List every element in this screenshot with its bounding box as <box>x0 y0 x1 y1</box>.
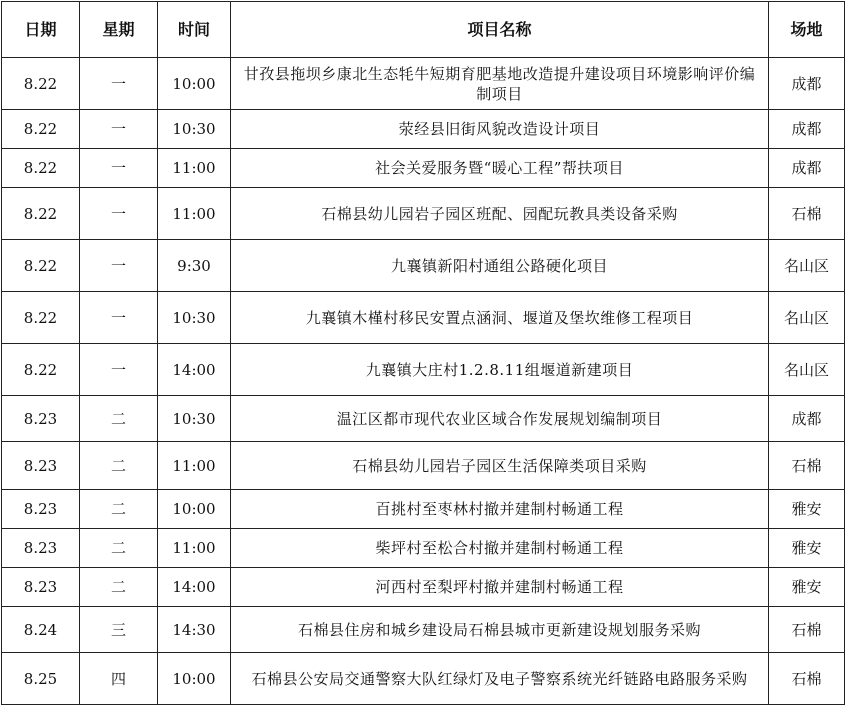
header-date: 日期 <box>2 2 80 58</box>
cell-venue: 石棉 <box>769 653 845 705</box>
cell-venue: 石棉 <box>769 188 845 240</box>
cell-date: 8.23 <box>2 396 80 442</box>
cell-venue: 成都 <box>769 396 845 442</box>
cell-time: 10:00 <box>158 653 231 705</box>
cell-date: 8.23 <box>2 442 80 490</box>
table-row <box>2 396 845 442</box>
cell-date: 8.22 <box>2 58 80 110</box>
cell-project-name: 河西村至梨坪村撤并建制村畅通工程 <box>231 568 769 607</box>
cell-time: 11:00 <box>158 442 231 490</box>
table-row <box>2 58 845 110</box>
cell-time: 14:00 <box>158 568 231 607</box>
cell-weekday: 一 <box>80 58 158 110</box>
cell-venue: 石棉 <box>769 607 845 653</box>
cell-project-name: 温江区都市现代农业区域合作发展规划编制项目 <box>231 396 769 442</box>
cell-time: 10:30 <box>158 110 231 149</box>
cell-date: 8.22 <box>2 292 80 344</box>
cell-date: 8.22 <box>2 344 80 396</box>
cell-weekday: 一 <box>80 188 158 240</box>
cell-time: 9:30 <box>158 240 231 292</box>
table-row <box>2 529 845 568</box>
cell-project-name: 九襄镇木槿村移民安置点涵洞、堰道及堡坎维修工程项目 <box>231 292 769 344</box>
cell-venue: 名山区 <box>769 240 845 292</box>
cell-project-name: 九襄镇大庄村1.2.8.11组堰道新建项目 <box>231 344 769 396</box>
cell-project-name: 社会关爱服务暨“暖心工程”帮扶项目 <box>231 149 769 188</box>
cell-date: 8.25 <box>2 653 80 705</box>
table-row <box>2 344 845 396</box>
cell-weekday: 一 <box>80 149 158 188</box>
table-row <box>2 188 845 240</box>
cell-venue: 成都 <box>769 58 845 110</box>
cell-project-name: 石棉县住房和城乡建设局石棉县城市更新建设规划服务采购 <box>231 607 769 653</box>
cell-weekday: 二 <box>80 442 158 490</box>
cell-weekday: 二 <box>80 490 158 529</box>
cell-date: 8.23 <box>2 529 80 568</box>
cell-project-name: 石棉县公安局交通警察大队红绿灯及电子警察系统光纤链路电路服务采购 <box>231 653 769 705</box>
cell-venue: 名山区 <box>769 344 845 396</box>
table-row <box>2 653 845 705</box>
cell-weekday: 二 <box>80 529 158 568</box>
cell-venue: 雅安 <box>769 568 845 607</box>
table-row <box>2 490 845 529</box>
cell-venue: 雅安 <box>769 490 845 529</box>
cell-weekday: 一 <box>80 344 158 396</box>
cell-weekday: 一 <box>80 110 158 149</box>
header-venue: 场地 <box>769 2 845 58</box>
cell-project-name: 石棉县幼儿园岩子园区生活保障类项目采购 <box>231 442 769 490</box>
cell-project-name: 九襄镇新阳村通组公路硬化项目 <box>231 240 769 292</box>
table-row <box>2 568 845 607</box>
table-row <box>2 292 845 344</box>
cell-project-name: 柴坪村至松合村撤并建制村畅通工程 <box>231 529 769 568</box>
cell-project-name: 百挑村至枣林村撤并建制村畅通工程 <box>231 490 769 529</box>
cell-time: 10:30 <box>158 292 231 344</box>
schedule-table <box>1 1 845 705</box>
cell-date: 8.22 <box>2 149 80 188</box>
cell-time: 10:30 <box>158 396 231 442</box>
cell-date: 8.22 <box>2 188 80 240</box>
table-row <box>2 442 845 490</box>
cell-venue: 成都 <box>769 149 845 188</box>
cell-project-name: 荥经县旧街风貌改造设计项目 <box>231 110 769 149</box>
table-row <box>2 110 845 149</box>
cell-weekday: 一 <box>80 292 158 344</box>
cell-time: 10:00 <box>158 490 231 529</box>
cell-venue: 成都 <box>769 110 845 149</box>
cell-time: 11:00 <box>158 149 231 188</box>
cell-time: 11:00 <box>158 188 231 240</box>
cell-project-name: 甘孜县拖坝乡康北生态牦牛短期育肥基地改造提升建设项目环境影响评价编制项目 <box>231 58 769 110</box>
cell-weekday: 一 <box>80 240 158 292</box>
cell-weekday: 二 <box>80 568 158 607</box>
table-row <box>2 149 845 188</box>
cell-time: 14:30 <box>158 607 231 653</box>
cell-weekday: 四 <box>80 653 158 705</box>
cell-weekday: 三 <box>80 607 158 653</box>
cell-date: 8.23 <box>2 568 80 607</box>
header-weekday: 星期 <box>80 2 158 58</box>
header-row <box>2 2 845 58</box>
cell-project-name: 石棉县幼儿园岩子园区班配、园配玩教具类设备采购 <box>231 188 769 240</box>
cell-date: 8.22 <box>2 240 80 292</box>
table-row <box>2 607 845 653</box>
cell-venue: 石棉 <box>769 442 845 490</box>
cell-time: 11:00 <box>158 529 231 568</box>
cell-venue: 名山区 <box>769 292 845 344</box>
cell-time: 10:00 <box>158 58 231 110</box>
table-row <box>2 240 845 292</box>
cell-weekday: 二 <box>80 396 158 442</box>
cell-time: 14:00 <box>158 344 231 396</box>
header-project-name: 项目名称 <box>231 2 769 58</box>
cell-date: 8.22 <box>2 110 80 149</box>
cell-venue: 雅安 <box>769 529 845 568</box>
cell-date: 8.23 <box>2 490 80 529</box>
cell-date: 8.24 <box>2 607 80 653</box>
header-time: 时间 <box>158 2 231 58</box>
